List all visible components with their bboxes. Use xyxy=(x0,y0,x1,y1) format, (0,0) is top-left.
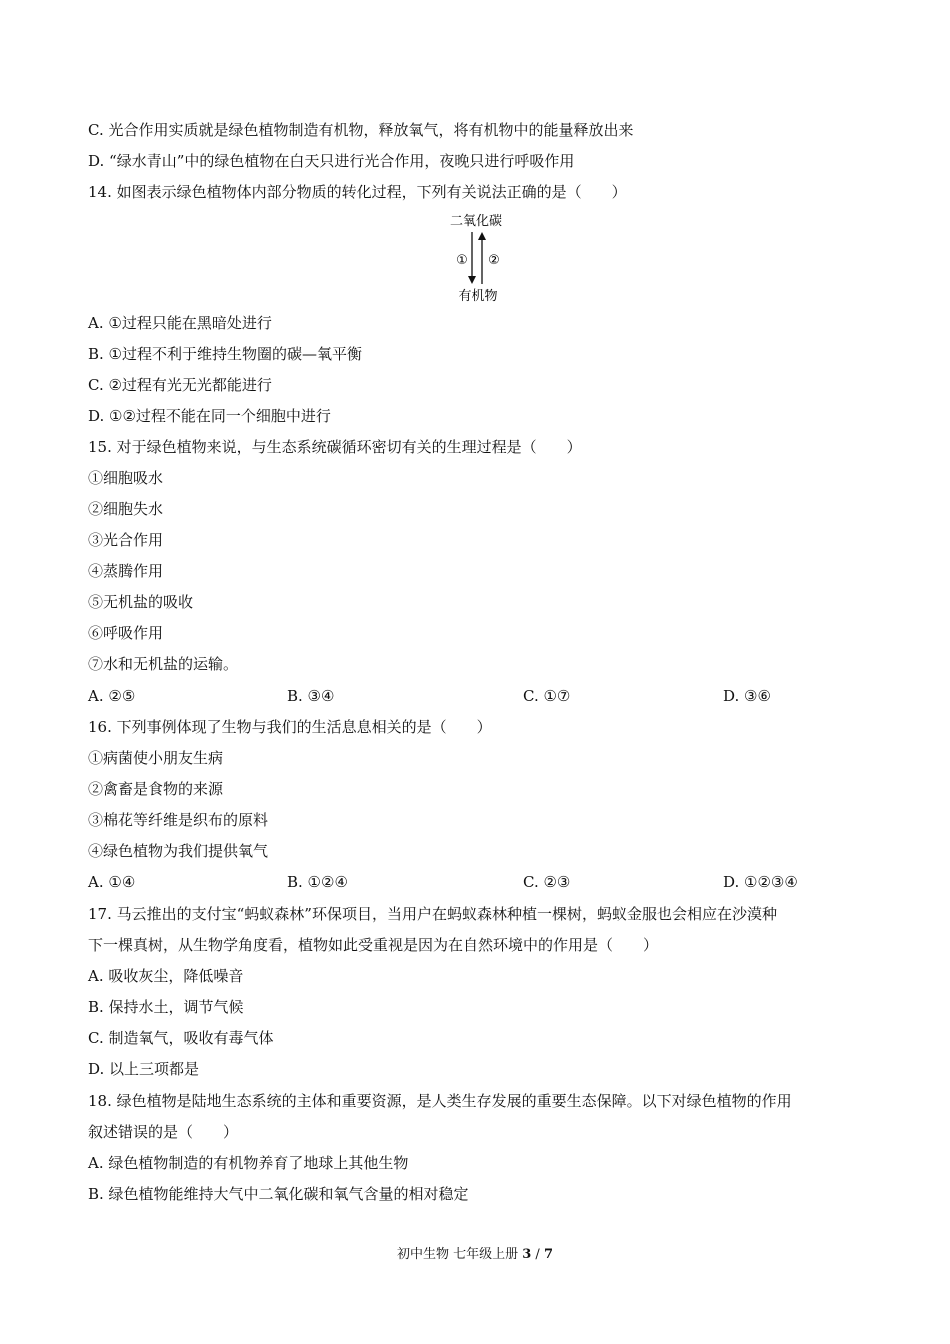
q16-option-a: A. ①④ xyxy=(88,873,136,891)
q18-stem-line2: 叙述错误的是（ ） xyxy=(88,1123,239,1141)
q15-option-b: B. ③④ xyxy=(287,687,335,705)
diagram-mark-1: ① xyxy=(456,253,468,268)
q16-stem: 16. 下列事例体现了生物与我们的生活息息相关的是（ ） xyxy=(88,718,492,736)
q13-option-c: C. 光合作用实质就是绿色植物制造有机物，释放氧气，将有机物中的能量释放出来 xyxy=(88,121,634,139)
q14-option-a: A. ①过程只能在黑暗处进行 xyxy=(88,314,272,332)
footer-page-total: 7 xyxy=(543,1247,553,1262)
footer-separator: / xyxy=(531,1247,544,1262)
q15-item: ③光合作用 xyxy=(88,531,164,549)
footer-page-number: 3 xyxy=(522,1247,532,1262)
q17-option-d: D. 以上三项都是 xyxy=(88,1060,200,1078)
page-footer xyxy=(0,1246,950,1264)
arrow-down-head xyxy=(468,276,476,284)
q16-item: ③棉花等纤维是织布的原料 xyxy=(88,811,269,829)
q16-option-d: D. ①②③④ xyxy=(723,873,798,891)
q17-stem-line1: 17. 马云推出的支付宝“蚂蚁森林”环保项目，当用户在蚂蚁森林种植一棵树，蚂蚁金服也会相应在沙漠种 xyxy=(88,905,777,923)
diagram-bottom-label: 有机物 xyxy=(458,289,498,304)
q15-stem: 15. 对于绿色植物来说，与生态系统碳循环密切有关的生理过程是（ ） xyxy=(88,438,582,456)
q15-item: ⑥呼吸作用 xyxy=(88,624,164,642)
q17-option-b: B. 保持水土，调节气候 xyxy=(88,998,244,1016)
q18-stem-line1: 18. 绿色植物是陆地生态系统的主体和重要资源，是人类生存发展的重要生态保障。以下对绿色植物的作用 xyxy=(88,1092,792,1110)
footer-subject: 初中生物 七年级上册 xyxy=(396,1247,523,1262)
q15-item: ②细胞失水 xyxy=(88,500,164,518)
arrow-up-head xyxy=(478,232,486,240)
q14-option-c: C. ②过程有光无光都能进行 xyxy=(88,376,272,394)
diagram-mark-2: ② xyxy=(488,253,500,268)
q16-item: ②禽畜是食物的来源 xyxy=(88,780,224,798)
carbon-cycle-diagram xyxy=(440,210,512,304)
q17-option-a: A. 吸收灰尘，降低噪音 xyxy=(88,967,244,985)
q15-option-a: A. ②⑤ xyxy=(88,687,136,705)
q16-item: ④绿色植物为我们提供氧气 xyxy=(88,842,269,860)
q14-option-d: D. ①②过程不能在同一个细胞中进行 xyxy=(88,407,331,425)
q16-option-b: B. ①②④ xyxy=(287,873,348,891)
q14-stem: 14. 如图表示绿色植物体内部分物质的转化过程，下列有关说法正确的是（ ） xyxy=(88,183,627,201)
q18-option-a: A. 绿色植物制造的有机物养育了地球上其他生物 xyxy=(88,1154,409,1172)
q15-item: ①细胞吸水 xyxy=(88,469,164,487)
q15-options xyxy=(88,686,888,706)
q15-item: ⑤无机盐的吸收 xyxy=(88,593,194,611)
q15-item: ⑦水和无机盐的运输。 xyxy=(88,655,239,673)
q14-option-b: B. ①过程不利于维持生物圈的碳—氧平衡 xyxy=(88,345,363,363)
q16-options xyxy=(88,872,888,892)
q15-option-c: C. ①⑦ xyxy=(523,687,571,705)
q15-item: ④蒸腾作用 xyxy=(88,562,164,580)
q13-option-d: D. “绿水青山”中的绿色植物在白天只进行光合作用，夜晚只进行呼吸作用 xyxy=(88,152,575,170)
q16-option-c: C. ②③ xyxy=(523,873,571,891)
q18-option-b: B. 绿色植物能维持大气中二氧化碳和氧气含量的相对稳定 xyxy=(88,1185,469,1203)
q15-option-d: D. ③⑥ xyxy=(723,687,771,705)
q16-item: ①病菌使小朋友生病 xyxy=(88,749,224,767)
q17-option-c: C. 制造氧气，吸收有毒气体 xyxy=(88,1029,274,1047)
diagram-top-label: 二氧化碳 xyxy=(449,214,503,229)
q17-stem-line2: 下一棵真树，从生物学角度看，植物如此受重视是因为在自然环境中的作用是（ ） xyxy=(88,936,659,954)
